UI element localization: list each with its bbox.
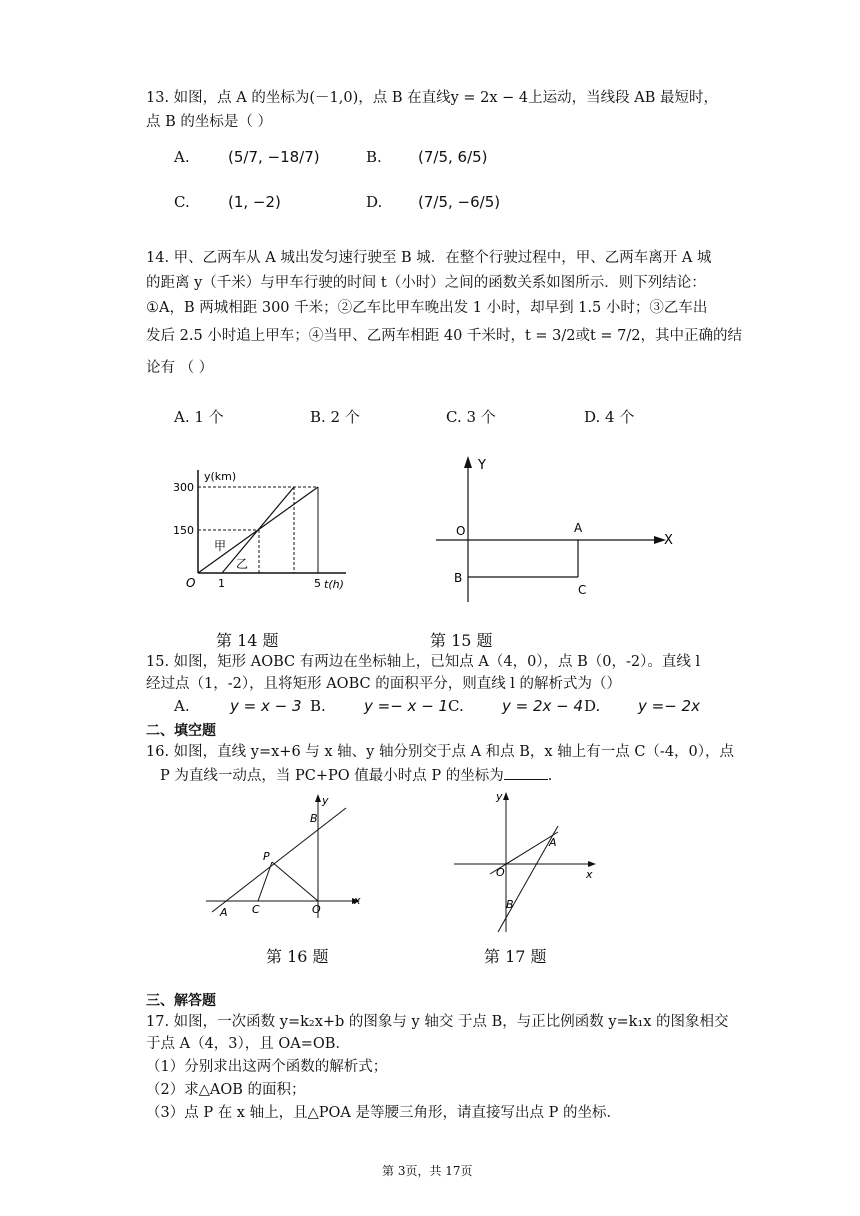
figure-17-graph [452, 786, 602, 936]
fig14-tick-5: 5 [314, 577, 321, 590]
q17-line3: （1）分别求出这两个函数的解析式； [146, 1059, 388, 1075]
page-footer: 第 3页，共 17页 [382, 1164, 473, 1178]
q13-option-c-letter: C. [174, 193, 190, 211]
q15-line2: 经过点（1，-2），且将矩形 AOBC 的面积平分，则直线 l 的解析式为（） [146, 676, 622, 692]
fig15-b-label: B [454, 571, 463, 585]
q15-option-b-letter: B. [310, 697, 326, 715]
fig17-o-label: O [496, 866, 505, 879]
q13-option-c-value: (1, −2) [228, 193, 281, 211]
q15-option-b-value: y =− x − 1 [364, 697, 449, 715]
fig16-y-label: y [322, 794, 329, 807]
q16-line1: 16. 如图，直线 y=x+6 与 x 轴、y 轴分别交于点 A 和点 B，x 轴上有一点 C（-4，0），点 [146, 744, 735, 760]
q16-line2-text: P 为直线一动点，当 PC+PO 值最小时点 P 的坐标为 [160, 768, 504, 784]
q16-line2 [160, 765, 552, 786]
section-3-heading: 三、解答题 [146, 993, 216, 1009]
q15-line1: 15. 如图，矩形 AOBC 有两边在坐标轴上，已知点 A（4，0），点 B（0，-2）。直线 l [146, 654, 701, 670]
q13-option-b-value: (7/5, 6/5) [418, 148, 488, 166]
q14-line3: ①A，B 两城相距 300 千米；②乙车比甲车晚出发 1 小时，却早到 1.5 小时；③乙车出 [146, 300, 708, 316]
fig16-c-label: C [252, 903, 260, 916]
q15-option-c-value: y = 2x − 4 [502, 697, 584, 715]
q13-option-b-letter: B. [366, 148, 382, 166]
q17-line2: 于点 A（4，3），且 OA=OB． [146, 1036, 350, 1052]
fig15-y-label: Y [478, 458, 486, 473]
q14-line1: 14. 甲、乙两车从 A 城出发匀速行驶至 B 城．在整个行驶过程中，甲、乙两车离开 A 城 [146, 250, 712, 266]
fig16-p-label: P [263, 850, 270, 863]
q17-line4: （2）求△AOB 的面积； [146, 1082, 306, 1098]
q14-option-d: D. 4 个 [584, 408, 635, 426]
fig14-tick-1: 1 [218, 577, 225, 590]
fig15-x-label: X [664, 533, 673, 548]
q16-answer-blank [504, 765, 548, 780]
fig16-b-label: B [310, 812, 318, 825]
fig14-y-label: y(km) [204, 470, 237, 483]
figure-16-graph [206, 790, 366, 920]
fig17-a-label: A [549, 836, 557, 849]
fig15-c-label: C [578, 583, 587, 597]
caption-17: 第 17 题 [484, 947, 547, 966]
caption-14: 第 14 题 [216, 631, 279, 650]
q15-option-a-value: y = x − 3 [230, 697, 302, 715]
q13-option-d-value: (7/5, −6/5) [418, 193, 501, 211]
q15-option-d-letter: D. [584, 697, 601, 715]
q14-line2: 的距离 y（千米）与甲车行驶的时间 t（小时）之间的函数关系如图所示．则下列结论： [146, 275, 706, 291]
q15-option-d-value: y =− 2x [638, 697, 700, 715]
fig15-o-label: O [456, 524, 466, 538]
caption-16: 第 16 题 [266, 947, 329, 966]
q14-line4: 发后 2.5 小时追上甲车；④当甲、乙两车相距 40 千米时，t = 3/2或t = 7/2，其中正确的结 [146, 328, 743, 344]
caption-15: 第 15 题 [430, 631, 493, 650]
q14-line5: 论有 （ ） [146, 360, 214, 376]
q13-option-a-letter: A. [174, 148, 190, 166]
q17-line1: 17. 如图，一次函数 y=k₂x+b 的图象与 y 轴交 于点 B，与正比例函数 y=k₁x 的图象相交 [146, 1014, 729, 1030]
fig14-jia-label: 甲 [214, 539, 227, 553]
q15-option-a-letter: A. [174, 697, 190, 715]
fig17-b-label: B [506, 898, 514, 911]
fig14-yi-label: 乙 [236, 557, 249, 571]
fig14-tick-150: 150 [173, 524, 194, 537]
fig14-t-label: t(h) [324, 578, 344, 591]
fig16-x-label: x [354, 894, 361, 907]
fig15-a-label: A [574, 521, 583, 535]
q17-line5: （3）点 P 在 x 轴上，且△POA 是等腰三角形，请直接写出点 P 的坐标． [146, 1105, 621, 1121]
fig16-a-label: A [220, 906, 228, 919]
fig17-x-label: x [586, 868, 593, 881]
q14-option-b: B. 2 个 [310, 408, 360, 426]
q13-line2: 点 B 的坐标是（ ） [146, 114, 272, 130]
section-2-heading: 二、填空题 [146, 723, 216, 739]
q14-option-a: A. 1 个 [174, 408, 224, 426]
q13-option-d-letter: D. [366, 193, 383, 211]
figure-14-graph [168, 460, 358, 600]
fig14-tick-300: 300 [173, 481, 194, 494]
q13-line1: 13. 如图，点 A 的坐标为(－1,0)，点 B 在直线y = 2x − 4上运动，当线段 AB 最短时， [146, 90, 719, 106]
fig16-o-label: O [312, 903, 321, 916]
q14-option-c: C. 3 个 [446, 408, 496, 426]
q13-option-a-value: (5/7, −18/7) [228, 148, 320, 166]
figure-15-graph [428, 452, 688, 602]
q15-option-c-letter: C. [448, 697, 464, 715]
fig17-y-label: y [496, 790, 503, 803]
fig14-origin: O [186, 576, 196, 590]
q16-line2-end: . [547, 768, 553, 784]
